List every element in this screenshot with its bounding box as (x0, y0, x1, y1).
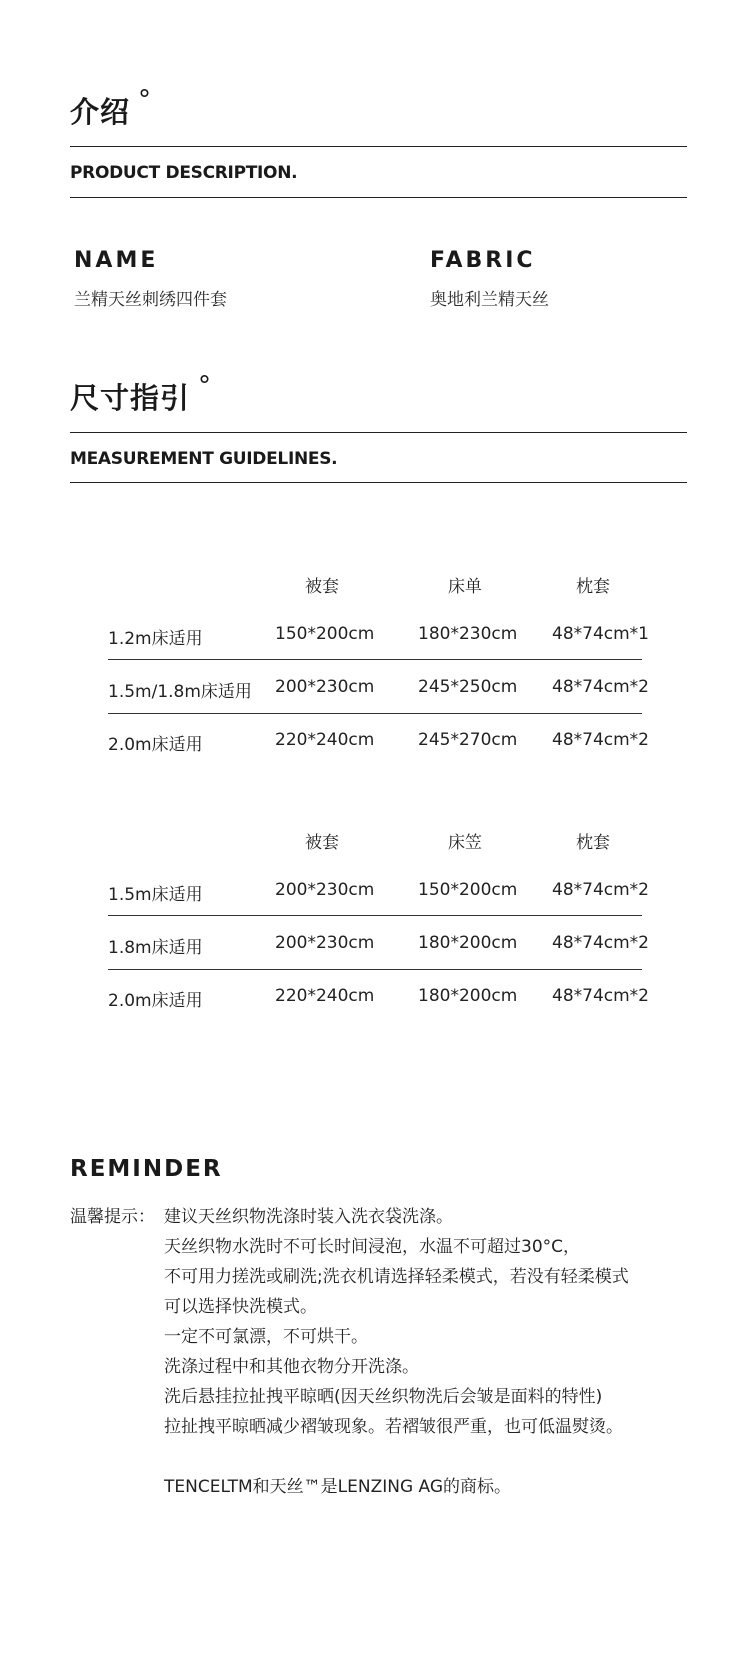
degree-mark: ° (138, 85, 153, 115)
cell: 48*74cm*2 (552, 880, 649, 900)
intro-title (70, 85, 153, 131)
reminder-line: 洗后悬挂拉扯拽平晾晒(因天丝织物洗后会皱是面料的特性) (164, 1387, 603, 1407)
cell: 200*230cm (275, 880, 375, 900)
degree-mark: ° (198, 371, 213, 401)
fabric-label: FABRIC (430, 248, 536, 273)
header-duvet-cover: 被套 (305, 577, 339, 597)
fabric-value: 奥地利兰精天丝 (430, 290, 549, 310)
reminder-line: 建议天丝织物洗涤时装入洗衣袋洗涤。 (164, 1207, 453, 1227)
measure-title-text: 尺寸指引 (70, 381, 191, 415)
cell: 48*74cm*2 (552, 677, 649, 697)
row-divider (108, 713, 642, 714)
row-divider (108, 659, 642, 660)
header-pillowcase: 枕套 (576, 577, 610, 597)
reminder-line: 天丝织物水洗时不可长时间浸泡，水温不可超过30°C， (164, 1237, 581, 1257)
cell: 150*200cm (275, 624, 375, 644)
header-fitted-sheet: 床笠 (448, 833, 482, 853)
cell: 48*74cm*1 (552, 624, 649, 644)
trademark-note: TENCELTM和天丝™是LENZING AG的商标。 (164, 1477, 512, 1497)
header-bed-sheet: 床单 (448, 577, 482, 597)
cell: 245*250cm (418, 677, 518, 697)
row-divider (108, 969, 642, 970)
name-value: 兰精天丝刺绣四件套 (74, 290, 227, 310)
divider (70, 197, 687, 198)
cell: 200*230cm (275, 933, 375, 953)
reminder-line: 洗涤过程中和其他衣物分开洗涤。 (164, 1357, 419, 1377)
cell: 48*74cm*2 (552, 730, 649, 750)
measure-title (70, 371, 213, 417)
row-label: 1.2m床适用 (108, 629, 203, 649)
reminder-prefix: 温馨提示： (70, 1207, 155, 1227)
reminder-line: 一定不可氯漂，不可烘干。 (164, 1327, 368, 1347)
row-divider (108, 915, 642, 916)
measurement-guidelines-subtitle: MEASUREMENT GUIDELINES. (70, 449, 338, 469)
cell: 245*270cm (418, 730, 518, 750)
cell: 220*240cm (275, 730, 375, 750)
cell: 180*230cm (418, 624, 518, 644)
cell: 220*240cm (275, 986, 375, 1006)
reminder-title: REMINDER (70, 1156, 223, 1182)
header-duvet-cover: 被套 (305, 833, 339, 853)
reminder-line: 可以选择快洗模式。 (164, 1297, 317, 1317)
divider (70, 482, 687, 483)
reminder-line: 不可用力搓洗或刷洗;洗衣机请选择轻柔模式，若没有轻柔模式 (164, 1267, 629, 1287)
row-label: 2.0m床适用 (108, 991, 203, 1011)
cell: 180*200cm (418, 933, 518, 953)
row-label: 1.5m/1.8m床适用 (108, 682, 252, 702)
intro-title-text: 介绍 (70, 95, 131, 129)
divider (70, 432, 687, 433)
cell: 150*200cm (418, 880, 518, 900)
cell: 48*74cm*2 (552, 933, 649, 953)
header-pillowcase: 枕套 (576, 833, 610, 853)
divider (70, 146, 687, 147)
cell: 48*74cm*2 (552, 986, 649, 1006)
row-label: 1.5m床适用 (108, 885, 203, 905)
row-label: 2.0m床适用 (108, 735, 203, 755)
product-description-subtitle: PRODUCT DESCRIPTION. (70, 163, 298, 183)
name-label: NAME (74, 248, 159, 273)
reminder-line: 拉扯拽平晾晒减少褶皱现象。若褶皱很严重，也可低温熨烫。 (164, 1417, 623, 1437)
cell: 180*200cm (418, 986, 518, 1006)
row-label: 1.8m床适用 (108, 938, 203, 958)
cell: 200*230cm (275, 677, 375, 697)
